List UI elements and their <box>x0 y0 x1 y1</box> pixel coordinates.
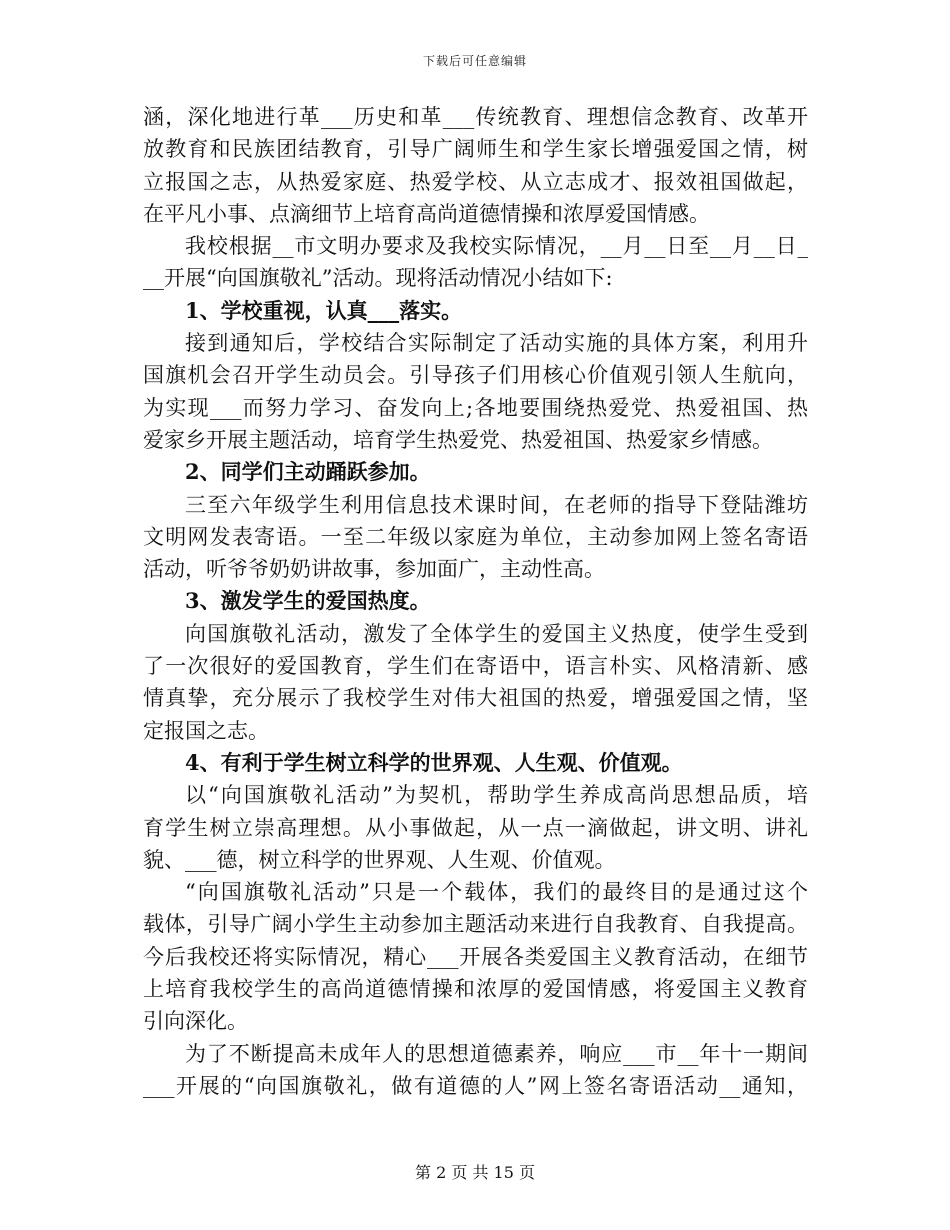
section-heading: 2、同学们主动踊跃参加。 <box>185 459 431 485</box>
text-line: 国旗机会召开学生动员会。引导孩子们用核心价值观引领人生航向， <box>143 363 808 388</box>
text-line: 为实现___而努力学习、奋发向上;各地要围绕热爱党、热爱祖国、热 <box>143 395 808 420</box>
text-line: 在平凡小事、点滴细节上培育高尚道德情操和浓厚爱国情感。 <box>143 201 710 226</box>
text-line: 放教育和民族团结教育，引导广阔师生和学生家长增强爱国之情，树 <box>143 137 808 162</box>
text-line: 爱家乡开展主题活动，培育学生热爱党、热爱祖国、热爱家乡情感。 <box>143 427 773 452</box>
text-line: 了一次很好的爱国教育，学生们在寄语中，语言朴实、风格清新、感 <box>143 654 808 679</box>
text-line: 接到通知后，学校结合实际制定了活动实施的具体方案，利用升 <box>185 331 808 356</box>
text-line: 以“向国旗敬礼活动”为契机，帮助学生养成高尚思想品质，培 <box>185 783 808 808</box>
page-footer: 第 2 页 共 15 页 <box>415 1163 535 1182</box>
text-line: 文明网发表寄语。一至二年级以家庭为单位，主动参加网上签名寄语 <box>143 524 808 549</box>
text-line: 上培育我校学生的高尚道德情操和浓厚的爱国情感，将爱国主义教育 <box>143 977 808 1002</box>
text-line: __开展“向国旗敬礼”活动。现将活动情况小结如下: <box>143 266 613 291</box>
text-line: 定报国之志。 <box>143 718 269 743</box>
text-line: 涵，深化地进行革___历史和革___传统教育、理想信念教育、改革开 <box>143 105 808 129</box>
text-line: 活动，听爷爷奶奶讲故事，参加面广，主动性高。 <box>143 557 605 582</box>
text-line: 貌、___德，树立科学的世界观、人生观、价值观。 <box>143 847 616 872</box>
text-line: 为了不断提高未成年人的思想道德素养，响应___市__年十一期间 <box>185 1041 808 1066</box>
text-line: 三至六年级学生利用信息技术课时间，在老师的指导下登陆潍坊 <box>185 492 808 517</box>
body-text <box>143 101 808 1102</box>
text-line: 我校根据__市文明办要求及我校实际情况，__月__日至__月__日_ <box>185 234 808 259</box>
section-heading: 1、学校重视，认真___落实。 <box>185 297 463 323</box>
text-line: “向国旗敬礼活动”只是一个载体，我们的最终目的是通过这个 <box>185 880 808 905</box>
text-line: 引向深化。 <box>143 1009 248 1034</box>
text-line: 情真挚，充分展示了我校学生对伟大祖国的热爱，增强爱国之情，坚 <box>143 686 808 711</box>
section-heading: 3、激发学生的爱国热度。 <box>185 588 431 614</box>
text-line: 立报国之志，从热爱家庭、热爱学校、从立志成才、报效祖国做起， <box>143 169 808 194</box>
text-line: ___开展的“向国旗敬礼，做有道德的人”网上签名寄语活动__通知， <box>143 1073 808 1098</box>
section-heading: 4、有利于学生树立科学的世界观、人生观、价值观。 <box>185 749 683 775</box>
page-header: 下载后可任意编辑 <box>422 54 527 68</box>
text-line: 今后我校还将实际情况，精心___开展各类爱国主义教育活动，在细节 <box>143 944 808 969</box>
text-line: 载体，引导广阔小学生主动参加主题活动来进行自我教育、自我提高。 <box>143 912 808 937</box>
text-line: 育学生树立崇高理想。从小事做起，从一点一滴做起，讲文明、讲礼 <box>143 815 808 840</box>
text-line: 向国旗敬礼活动，激发了全体学生的爱国主义热度，使学生受到 <box>185 621 808 646</box>
